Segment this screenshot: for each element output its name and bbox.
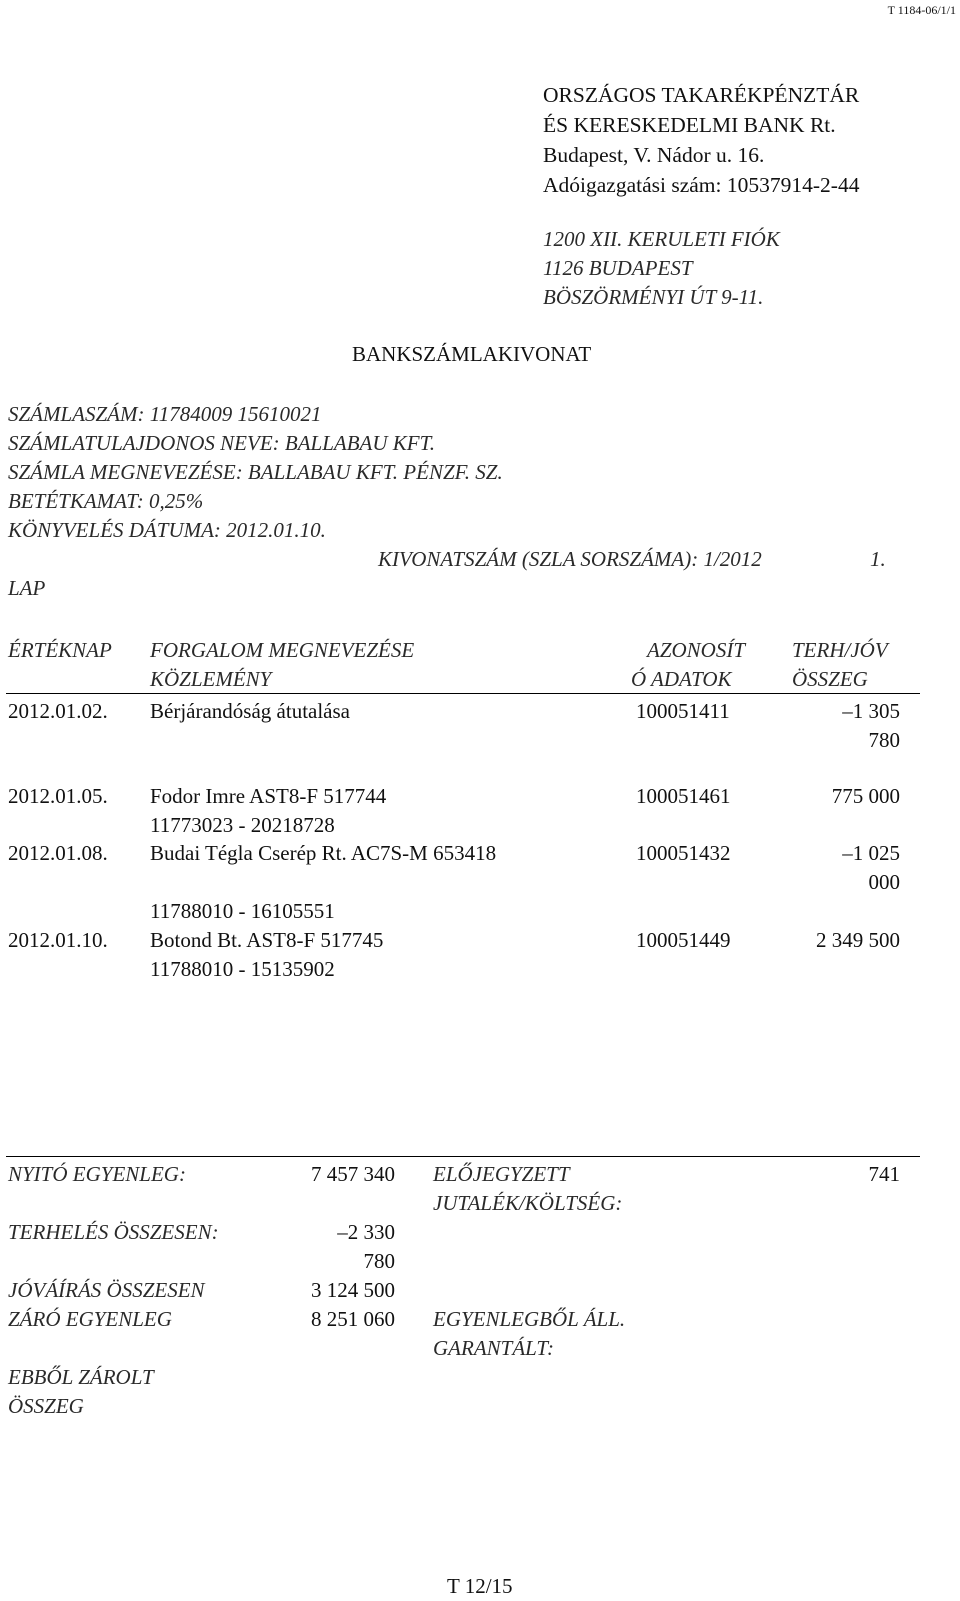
blocked-amount-label: EBBŐL ZÁROLT xyxy=(8,1365,154,1389)
row-note: 11788010 - 16105551 xyxy=(150,899,335,923)
document-reference: T 1184-06/1/1 xyxy=(887,3,956,17)
branch-address-block xyxy=(543,225,780,312)
opening-balance-value: 7 457 340 xyxy=(311,1162,395,1186)
col-amount-2: ÖSSZEG xyxy=(792,667,868,691)
row-date: 2012.01.05. xyxy=(8,784,108,808)
row-id: 100051449 xyxy=(636,928,731,952)
branch-line-1: 1200 XII. KERULETI FIÓK xyxy=(543,227,780,251)
row-amount: –1 025 xyxy=(842,841,900,865)
total-debit-label: TERHELÉS ÖSSZESEN: xyxy=(8,1220,219,1244)
row-date: 2012.01.10. xyxy=(8,928,108,952)
row-date: 2012.01.08. xyxy=(8,841,108,865)
branch-line-2: 1126 BUDAPEST xyxy=(543,256,693,280)
page-label: LAP xyxy=(8,576,46,600)
closing-balance-label: ZÁRÓ EGYENLEG xyxy=(8,1307,172,1331)
account-designation: SZÁMLA MEGNEVEZÉSE: BALLABAU KFT. PÉNZF. SZ. xyxy=(8,460,503,484)
total-debit-value: –2 330 xyxy=(337,1220,395,1244)
guaranteed-label-2: GARANTÁLT: xyxy=(433,1336,554,1360)
row-description: Budai Tégla Cserép Rt. AC7S-M 653418 xyxy=(150,841,497,865)
branch-line-3: BÖSZÖRMÉNYI ÚT 9-11. xyxy=(543,285,764,309)
header-divider xyxy=(6,693,920,694)
col-amount: TERH/JÓV xyxy=(792,638,888,662)
col-id-2: Ó ADATOK xyxy=(631,667,732,691)
account-owner: SZÁMLATULAJDONOS NEVE: BALLABAU KFT. xyxy=(8,431,436,455)
row-amount: 2 349 500 xyxy=(816,928,900,952)
opening-balance-label: NYITÓ EGYENLEG: xyxy=(8,1162,186,1186)
total-credit-label: JÓVÁÍRÁS ÖSSZESEN xyxy=(8,1278,205,1302)
row-amount: 775 000 xyxy=(831,784,900,808)
row-amount-cont: 780 xyxy=(868,728,900,752)
fee-value: 741 xyxy=(868,1162,900,1186)
row-id: 100051432 xyxy=(636,841,731,865)
account-interest: BETÉTKAMAT: 0,25% xyxy=(8,489,204,513)
col-description: FORGALOM MEGNEVEZÉSE xyxy=(150,638,415,662)
bank-address-block xyxy=(543,80,859,200)
row-amount-cont: 000 xyxy=(868,870,900,894)
row-description: Botond Bt. AST8-F 517745 xyxy=(150,928,384,952)
booking-date: KÖNYVELÉS DÁTUMA: 2012.01.10. xyxy=(8,518,326,542)
row-description: Fodor Imre AST8-F 517744 xyxy=(150,784,387,808)
bank-name-line-1: ORSZÁGOS TAKARÉKPÉNZTÁR xyxy=(543,83,860,107)
row-amount: –1 305 xyxy=(842,699,900,723)
page-footer: T 12/15 xyxy=(447,1574,513,1598)
row-description: Bérjárandóság átutalása xyxy=(150,699,350,723)
total-debit-value-cont: 780 xyxy=(363,1249,395,1273)
col-value-date: ÉRTÉKNAP xyxy=(8,638,112,662)
row-date: 2012.01.02. xyxy=(8,699,108,723)
account-number: SZÁMLASZÁM: 11784009 15610021 xyxy=(8,402,322,426)
document-title: BANKSZÁMLAKIVONAT xyxy=(352,342,592,366)
col-id: AZONOSÍT xyxy=(647,638,746,662)
statement-number: KIVONATSZÁM (SZLA SORSZÁMA): 1/2012 xyxy=(378,547,762,571)
blocked-amount-label-2: ÖSSZEG xyxy=(8,1394,84,1418)
col-note: KÖZLEMÉNY xyxy=(150,667,272,691)
row-id: 100051411 xyxy=(636,699,730,723)
total-credit-value: 3 124 500 xyxy=(311,1278,395,1302)
row-id: 100051461 xyxy=(636,784,731,808)
row-note: 11773023 - 20218728 xyxy=(150,813,335,837)
row-note: 11788010 - 15135902 xyxy=(150,957,335,981)
closing-balance-value: 8 251 060 xyxy=(311,1307,395,1331)
guaranteed-label: EGYENLEGBŐL ÁLL. xyxy=(433,1307,626,1331)
bank-tax-number: Adóigazgatási szám: 10537914-2-44 xyxy=(543,173,860,197)
fee-label-2: JUTALÉK/KÖLTSÉG: xyxy=(433,1191,623,1215)
page-number: 1. xyxy=(870,547,886,571)
bank-name-line-2: ÉS KERESKEDELMI BANK Rt. xyxy=(543,113,836,137)
account-info xyxy=(8,400,503,545)
fee-label: ELŐJEGYZETT xyxy=(433,1162,570,1186)
summary-divider xyxy=(6,1156,920,1157)
bank-address-line: Budapest, V. Nádor u. 16. xyxy=(543,143,765,167)
